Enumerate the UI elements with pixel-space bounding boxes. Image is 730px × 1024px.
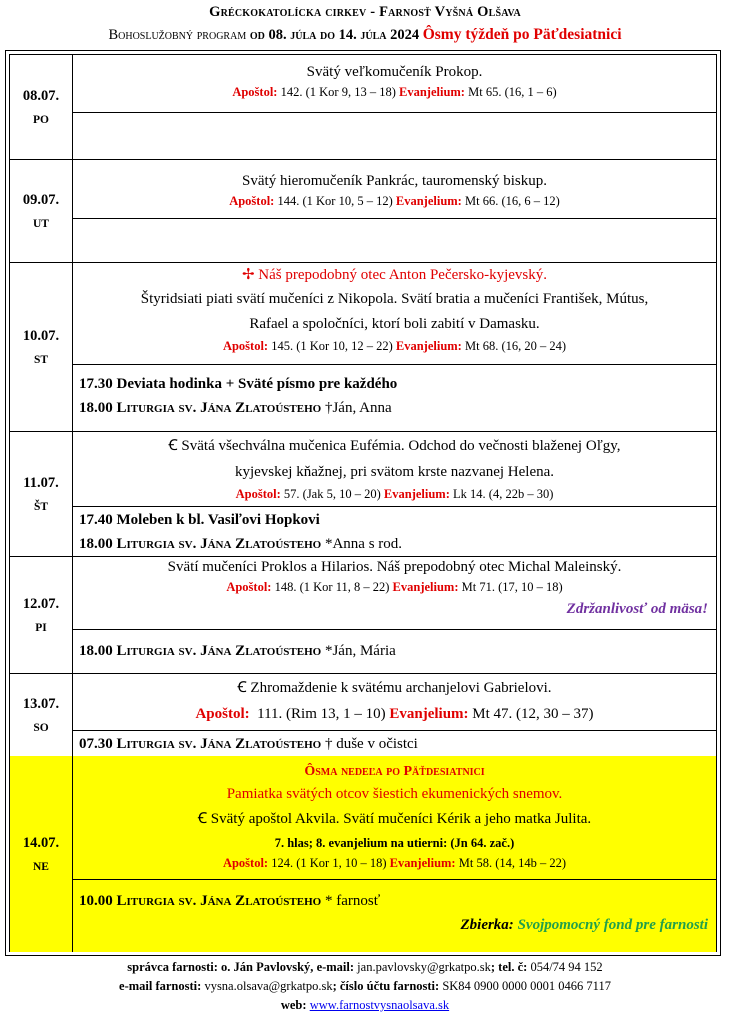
- day-row-friday: [10, 556, 716, 674]
- readings: Apoštol: 57. (Jak 5, 10 – 20) Evanjelium: Lk 14. (4, 22b – 30): [235, 487, 554, 501]
- footer: [0, 958, 730, 1015]
- day-row-tuesday: [10, 159, 716, 263]
- date-cell: 10.07. ST: [10, 262, 73, 431]
- readings: Apoštol: 124. (1 Kor 1, 10 – 18) Evanjelium: Mt 58. (14, 14b – 22): [222, 856, 567, 870]
- date-cell: 13.07. SO: [10, 673, 73, 756]
- day-row-saturday: [10, 673, 716, 757]
- readings: Apoštol: 142. (1 Kor 9, 13 – 18) Evanjelium: Mt 65. (16, 1 – 6): [232, 85, 557, 99]
- footer-admin-line: správca farnosti: o. Ján Pavlovský, e-mail: jan.pavlovsky@grkatpo.sk; tel. č: 054/74 94 152: [127, 960, 603, 974]
- feast-line: Ꞓ Zhromaždenie k svätému archanjelovi Gabrielovi.: [237, 680, 552, 696]
- feast-line: Štyridsiati piati svätí mučeníci z Nikopola. Svätí bratia a mučeníci František, Mútus,: [140, 291, 649, 307]
- parish-email: vysna.olsava@grkatpo.sk: [204, 979, 333, 993]
- readings: Apoštol: 111. (Rim 13, 1 – 10) Evanjelium: Mt 47. (12, 30 – 37): [195, 706, 594, 722]
- program-subtitle: Bohoslužobný program od 08. júla do 14. júla 2024 Ôsmy týždeň po Päťdesiatnici: [108, 26, 622, 43]
- feast-line: Ꞓ Svätý apoštol Akvila. Svätí mučeníci Kérik a jeho matka Julita.: [197, 811, 592, 827]
- readings: Apoštol: 145. (1 Kor 10, 12 – 22) Evanjelium: Mt 68. (16, 20 – 24): [222, 339, 567, 353]
- footer-parish-line: e-mail farnosti: vysna.olsava@grkatpo.sk; číslo účtu farnosti: SK84 0900 0000 0001 0466 7117: [119, 979, 611, 993]
- event-line: 18.00 Liturgia sv. Jána Zlatoústeho †Ján, Anna: [79, 400, 392, 416]
- admin-email: jan.pavlovsky@grkatpo.sk: [357, 960, 491, 974]
- event-line: 07.30 Liturgia sv. Jána Zlatoústeho † duše v očistci: [79, 736, 418, 752]
- tone-info: 7. hlas; 8. evanjelium na utierni: (Jn 64. zač.): [274, 836, 515, 850]
- feast-line: Rafael a spoločníci, ktorí boli zabití v Damasku.: [249, 316, 540, 332]
- day-row-monday: [10, 55, 716, 160]
- date-cell: 08.07. PO: [10, 55, 73, 159]
- feast-line: Svätý veľkomučeník Prokop.: [306, 64, 483, 80]
- event-line: 18.00 Liturgia sv. Jána Zlatoústeho *Ján, Mária: [79, 643, 396, 659]
- readings: Apoštol: 148. (1 Kor 11, 8 – 22) Evanjelium: Mt 71. (17, 10 – 18): [226, 580, 563, 594]
- feast-line: kyjevskej kňažnej, pri svätom krste nazvanej Helena.: [234, 464, 555, 480]
- fasting-note: Zdržanlivosť od mäsa!: [566, 601, 708, 617]
- date-cell: 11.07. ŠT: [10, 431, 73, 556]
- collection-line: Zbierka: Svojpomocný fond pre farnosti: [460, 917, 708, 933]
- sunday-commemoration: Pamiatka svätých otcov šiestich ekumenických snemov.: [226, 786, 563, 802]
- date-cell: 09.07. UT: [10, 159, 73, 262]
- day-row-thursday: [10, 431, 716, 557]
- footer-web-line: web: www.farnostvysnaolsava.sk: [280, 998, 450, 1012]
- website-link[interactable]: www.farnostvysnaolsava.sk: [309, 998, 450, 1012]
- feast-line: Svätí mučeníci Proklos a Hilarios. Náš prepodobný otec Michal Maleinský.: [167, 559, 622, 575]
- feast-line: Ꞓ Svätá všechválna mučenica Eufémia. Odchod do večnosti blaženej Oľgy,: [168, 438, 621, 454]
- event-line: 10.00 Liturgia sv. Jána Zlatoústeho * farnosť: [79, 893, 381, 909]
- date-cell: 12.07. PI: [10, 556, 73, 673]
- event-line: 18.00 Liturgia sv. Jána Zlatoústeho *Anna s rod.: [79, 536, 403, 552]
- event-line: 17.40 Moleben k bl. Vasiľovi Hopkovi: [79, 512, 320, 528]
- readings: Apoštol: 144. (1 Kor 10, 5 – 12) Evanjelium: Mt 66. (16, 6 – 12): [229, 194, 560, 208]
- event-line: 17.30 Deviata hodinka + Sväté písmo pre každého: [79, 376, 398, 392]
- feast-line-red: ✢ Náš prepodobný otec Anton Pečersko-kyjevský.: [241, 267, 547, 283]
- week-title: Ôsmy týždeň po Päťdesiatnici: [422, 26, 622, 43]
- schedule-table: [5, 50, 721, 956]
- page-title: Gréckokatolícka cirkev - Farnosť Vyšná Olšava: [209, 4, 521, 20]
- date-cell: 14.07. NE: [10, 756, 73, 952]
- feast-line: Svätý hieromučeník Pankrác, tauromenský biskup.: [242, 173, 547, 189]
- day-row-wednesday: [10, 262, 716, 432]
- day-row-sunday: [10, 756, 716, 952]
- sunday-title: Ôsma nedeľa po Päťdesiatnici: [304, 764, 485, 779]
